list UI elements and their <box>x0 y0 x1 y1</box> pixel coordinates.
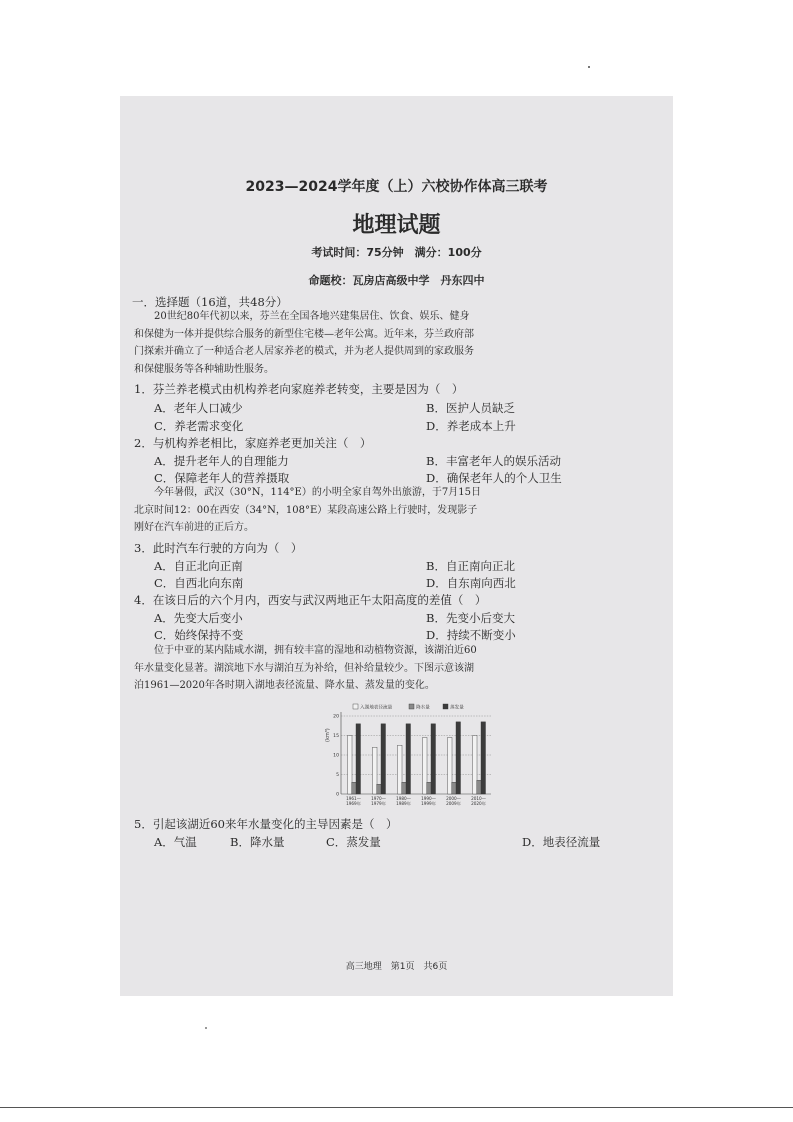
bar-runoff <box>423 737 428 794</box>
bar-precipitation <box>427 782 432 794</box>
chart-gridlines <box>341 712 491 794</box>
bar-evaporation <box>356 724 361 794</box>
bar-runoff <box>348 736 353 795</box>
question-4-option-b: B．先变小后变大 <box>426 611 515 625</box>
question-5-option-b: B．降水量 <box>230 835 285 849</box>
x-tick-label: 2000— <box>446 796 461 801</box>
chart-legend <box>353 704 464 711</box>
x-tick-label: 1989年 <box>396 801 411 806</box>
x-tick-label: 1961— <box>346 796 361 801</box>
question-4-stem: 4．在该日后的六个月内，西安与武汉两地正午太阳高度的差值（ ） <box>134 593 487 607</box>
question-2-option-d: D．确保老年人的个人卫生 <box>426 471 562 485</box>
bar-runoff <box>473 736 478 795</box>
question-3-option-d: D．自东南向西北 <box>426 576 516 590</box>
x-tick-label: 2020年 <box>471 801 486 806</box>
x-tick-label: 1970— <box>371 796 386 801</box>
x-tick-label: 1980— <box>396 796 411 801</box>
question-2-option-a: A．提升老年人的自理能力 <box>154 454 289 468</box>
exam-info: 考试时间：75分钟 满分：100分 <box>311 246 482 259</box>
page-border-line <box>0 1107 793 1108</box>
passage-line: 北京时间12：00在西安（34°N，108°E）某段高速公路上行驶时，发现影子 <box>134 504 478 516</box>
bar-evaporation <box>381 724 386 794</box>
legend-swatch <box>409 704 414 709</box>
bar-runoff <box>398 745 403 794</box>
question-3-stem: 3．此时汽车行驶的方向为（ ） <box>134 541 303 555</box>
exam-title: 2023—2024学年度（上）六校协作体高三联考 <box>245 179 548 195</box>
question-1-option-c: C．养老需求变化 <box>154 419 244 433</box>
y-tick-label: 10 <box>333 753 339 759</box>
lake-water-balance-chart <box>325 702 495 814</box>
y-axis-label: (km³) <box>325 728 331 742</box>
chart-bars <box>348 722 486 794</box>
passage-travel <box>134 484 481 537</box>
x-tick-label: 1990— <box>421 796 436 801</box>
bar-evaporation <box>456 722 461 794</box>
passage-lake <box>134 642 477 695</box>
bar-precipitation <box>477 780 482 794</box>
question-3-option-c: C．自西北向东南 <box>154 576 244 590</box>
question-1-option-d: D．养老成本上升 <box>426 419 516 433</box>
question-2-stem: 2．与机构养老相比，家庭养老更加关注（ ） <box>134 436 372 450</box>
bar-precipitation <box>352 782 357 794</box>
scan-dot <box>588 66 590 68</box>
legend-swatch <box>443 704 448 709</box>
passage-line: 门探索并确立了一种适合老人居家养老的模式，并为老人提供周到的家政服务 <box>134 346 474 357</box>
y-tick-label: 20 <box>333 714 339 720</box>
question-3-option-a: A．自正北向正南 <box>154 559 243 573</box>
legend-label: 降水量 <box>416 705 430 711</box>
subject-title: 地理试题 <box>352 213 441 238</box>
bar-runoff <box>373 747 378 794</box>
bar-precipitation <box>377 784 382 794</box>
passage-line: 今年暑假，武汉（30°N，114°E）的小明全家自驾外出旅游，于7月15日 <box>134 487 481 498</box>
question-4-option-c: C．始终保持不变 <box>154 628 244 642</box>
question-5-option-c: C．蒸发量 <box>326 835 381 849</box>
passage-line: 和保健服务等各种辅助性服务。 <box>134 363 274 375</box>
question-4-option-a: A．先变大后变小 <box>154 611 243 625</box>
bar-runoff <box>448 737 453 794</box>
question-2-option-b: B．丰富老年人的娱乐活动 <box>426 454 561 468</box>
x-tick-label: 2010— <box>471 796 486 801</box>
bar-evaporation <box>431 724 436 794</box>
section-heading: 一．选择题（16道，共48分） <box>132 295 288 309</box>
legend-label: 蒸发量 <box>450 705 464 711</box>
passage-line: 刚好在汽车前进的正后方。 <box>134 522 254 533</box>
question-2-option-c: C．保障老年人的营养摄取 <box>154 471 290 485</box>
passage-finland <box>134 308 474 378</box>
scan-dot <box>205 1027 207 1029</box>
passage-line: 和保健为一体并提供综合服务的新型住宅楼—老年公寓。近年来，芬兰政府部 <box>134 328 474 340</box>
question-1-option-a: A．老年人口减少 <box>154 401 243 415</box>
exam-paper <box>120 96 673 996</box>
question-5-option-d: D．地表径流量 <box>522 835 601 849</box>
y-tick-label: 0 <box>336 792 339 798</box>
page-footer: 高三地理 第1页 共6页 <box>345 962 448 972</box>
question-5-stem: 5．引起该湖近60来年水量变化的主导因素是（ ） <box>134 817 398 831</box>
bar-precipitation <box>452 782 457 794</box>
bar-precipitation <box>402 782 407 794</box>
question-4-option-d: D．持续不断变小 <box>426 628 516 642</box>
question-3-option-b: B．自正南向正北 <box>426 559 515 573</box>
x-tick-label: 1979年 <box>371 801 386 806</box>
passage-line: 20世纪80年代初以来，芬兰在全国各地兴建集居住、饮食、娱乐、健身 <box>134 311 470 322</box>
x-tick-label: 2009年 <box>446 801 461 806</box>
question-1-option-b: B．医护人员缺乏 <box>426 401 515 415</box>
passage-line: 位于中亚的某内陆咸水湖，拥有较丰富的湿地和动植物资源，该湖泊近60 <box>134 645 477 656</box>
y-tick-label: 15 <box>333 734 339 740</box>
question-1-stem: 1．芬兰养老模式由机构养老向家庭养老转变，主要是因为（ ） <box>134 382 464 396</box>
x-tick-label: 1999年 <box>421 801 436 806</box>
legend-swatch <box>353 704 358 709</box>
x-tick-label: 1969年 <box>346 801 361 806</box>
passage-line: 年水量变化显著。湖滨地下水与湖泊互为补给，但补给量较少。下图示意该湖 <box>134 662 474 674</box>
question-5-option-a: A．气温 <box>154 835 197 849</box>
bar-evaporation <box>481 722 486 794</box>
setter-school: 命题校：瓦房店高级中学 丹东四中 <box>308 274 485 287</box>
legend-label: 入湖地表径流量 <box>360 705 393 711</box>
passage-line: 泊1961—2020年各时期入湖地表径流量、降水量、蒸发量的变化。 <box>134 680 435 691</box>
bar-evaporation <box>406 724 411 794</box>
y-tick-label: 5 <box>336 773 339 779</box>
